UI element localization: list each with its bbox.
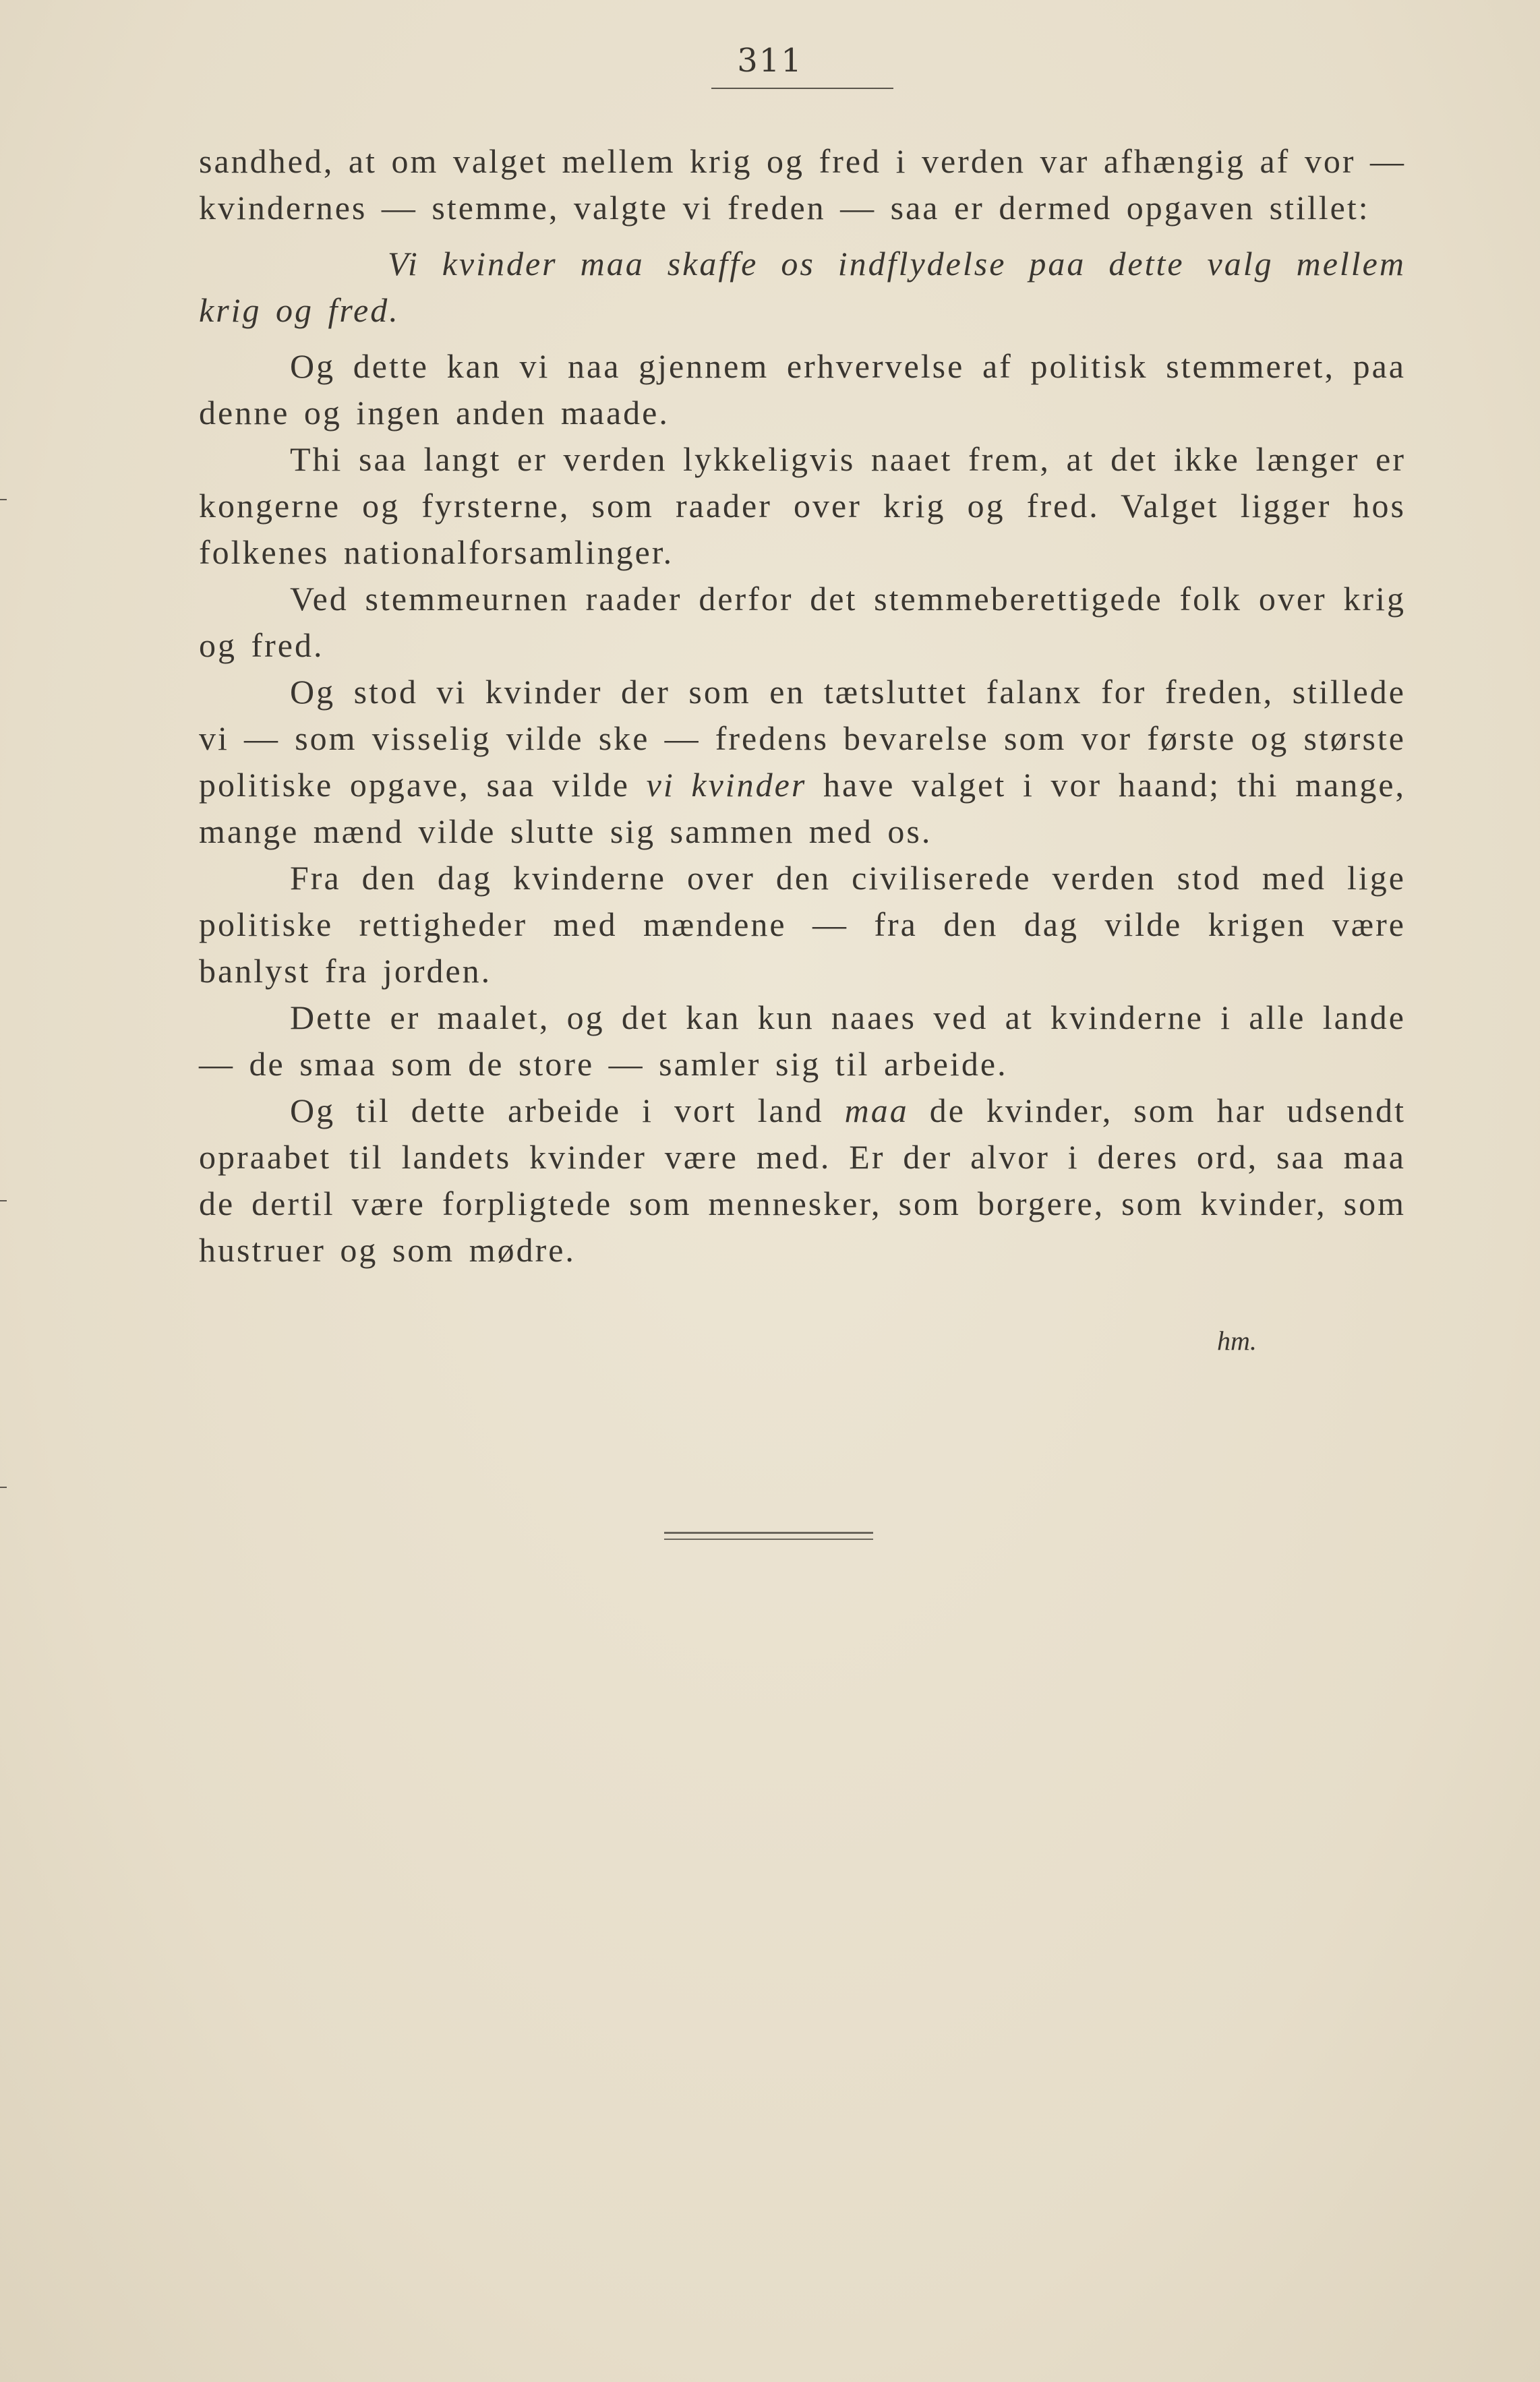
paragraph — [199, 669, 1406, 855]
paragraph-continuation: sandhed, at om valget mellem krig og fred i verden var afhængig af vor — kvindernes — stemme, valgte vi freden — saa er dermed opgaven stillet: — [199, 142, 1406, 227]
end-rule-top — [664, 1532, 873, 1534]
paragraph-text: Og til dette arbeide i vort land — [290, 1092, 824, 1129]
edge-mark — [0, 1200, 7, 1201]
end-rule-bottom — [664, 1539, 873, 1540]
paragraph-emphasis: Vi kvinder maa skaffe os indflydelse paa dette valg mellem krig og fred. — [199, 245, 1406, 329]
paragraph — [199, 1088, 1406, 1274]
paragraph: Dette er maalet, og det kan kun naaes ved at kvinderne i alle lande — de smaa som de store — samler sig til arbeide. — [199, 999, 1406, 1083]
page-number-rule — [711, 88, 893, 89]
edge-mark — [0, 499, 7, 500]
page-number: 311 — [737, 42, 803, 80]
paragraph-text: have valget i vor haand; thi mange, mange mænd vilde slutte sig sammen med os. — [199, 766, 1406, 850]
paragraph: Fra den dag kvinderne over den civiliserede verden stod med lige politiske rettigheder med mændene — fra den dag vilde krigen være banlyst fra jorden. — [199, 859, 1406, 990]
paragraph-text: de kvinder, som har udsendt opraabet til landets kvinder være med. Er der alvor i deres ord, saa maa de dertil være forpligtede som mennesker, som borgere, som kvinder, som hustruer og som mødre. — [199, 1092, 1406, 1269]
paragraph-text: Og stod vi kvinder der som en tætsluttet falanx for freden, stillede vi — som visselig vilde ske — fredens bevarelse som vor første og største politiske opgave, saa vilde — [199, 673, 1406, 804]
italic-word: maa — [844, 1092, 909, 1129]
body-text — [199, 138, 1406, 1274]
signature: hm. — [1217, 1326, 1257, 1356]
paragraph: Ved stemmeurnen raader derfor det stemmeberettigede folk over krig og fred. — [199, 580, 1406, 664]
paragraph: Og dette kan vi naa gjennem erhvervelse af politisk stemmeret, paa denne og ingen anden maade. — [199, 347, 1406, 431]
paragraph: Thi saa langt er verden lykkeligvis naaet frem, at det ikke længer er kongerne og fyrsterne, som raader over krig og fred. Valget ligger hos folkenes nationalforsamlinger. — [199, 440, 1406, 571]
edge-mark — [0, 1487, 7, 1488]
italic-phrase: vi kvinder — [646, 766, 807, 804]
